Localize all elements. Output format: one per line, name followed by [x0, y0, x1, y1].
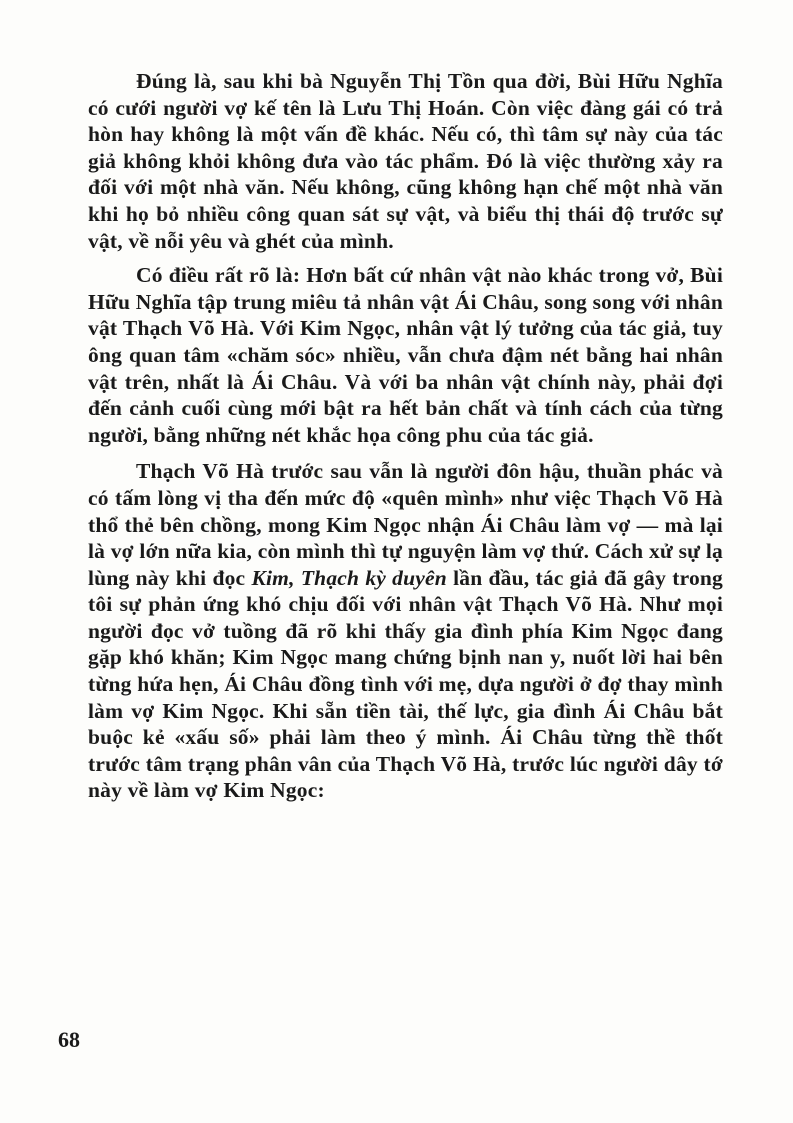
paragraph-1: Đúng là, sau khi bà Nguyễn Thị Tồn qua đời, Bùi Hữu Nghĩa có cưới người vợ kế tên là Lưu Thị Hoán. Còn việc đàng gái có trả hòn hay không là một vấn đề khác. Nếu có, thì tâm sự này của tác giả không khỏi không đưa vào tác phẩm. Đó là việc thường xảy ra đối với một nhà văn. Nếu không, cũng không hạn chế một nhà văn khi họ bỏ nhiều công quan sát sự vật, và biểu thị thái độ trước sự vật, về nỗi yêu và ghét của mình. [88, 69, 723, 253]
page-number: 68 [58, 1027, 80, 1052]
paragraph-3 [88, 458, 723, 804]
paragraph-3-text-before: Thạch Võ Hà trước sau vẫn là người đôn hậu, thuần phác và có tấm lòng vị tha đến mức độ «quên mình» như việc Thạch Võ Hà thổ thẻ bên chồng, mong Kim Ngọc nhận Ái Châu làm vợ — mà lại là vợ lớn nữa kia, còn mình thì tự nguyện làm vợ thứ. Cách xử sự lạ lùng này khi đọc [88, 459, 723, 590]
body-text [88, 68, 723, 804]
paragraph-3-text-after: lần đầu, tác giả đã gây trong tôi sự phản ứng khó chịu đối với nhân vật Thạch Võ Hà. Như mọi người đọc vở tuồng đã rõ khi thấy gia đình phía Kim Ngọc đang gặp khó khăn; Kim Ngọc mang chứng bịnh nan y, nuốt lời hai bên từng hứa hẹn, Ái Châu đồng tình với mẹ, dựa người ở đợ thay mình làm vợ Kim Ngọc. Khi sẵn tiền tài, thế lực, gia đình Ái Châu bắt buộc kẻ «xấu số» phải làm theo ý mình. Ái Châu từng thề thốt trước tâm trạng phân vân của Thạch Võ Hà, trước lúc người dây tớ này về làm vợ Kim Ngọc: [88, 565, 723, 803]
play-title: Kim, Thạch kỳ duyên [251, 565, 447, 590]
paragraph-2: Có điều rất rõ là: Hơn bất cứ nhân vật nào khác trong vở, Bùi Hữu Nghĩa tập trung miêu tả nhân vật Ái Châu, song song với nhân vật Thạch Võ Hà. Với Kim Ngọc, nhân vật lý tưởng của tác giả, tuy ông quan tâm «chăm sóc» nhiều, vẫn chưa đậm nét bằng hai nhân vật trên, nhất là Ái Châu. Và với ba nhân vật chính này, phải đợi đến cảnh cuối cùng mới bật ra hết bản chất và tính cách của từng người, bằng những nét khắc họa công phu của tác giả. [88, 263, 723, 447]
